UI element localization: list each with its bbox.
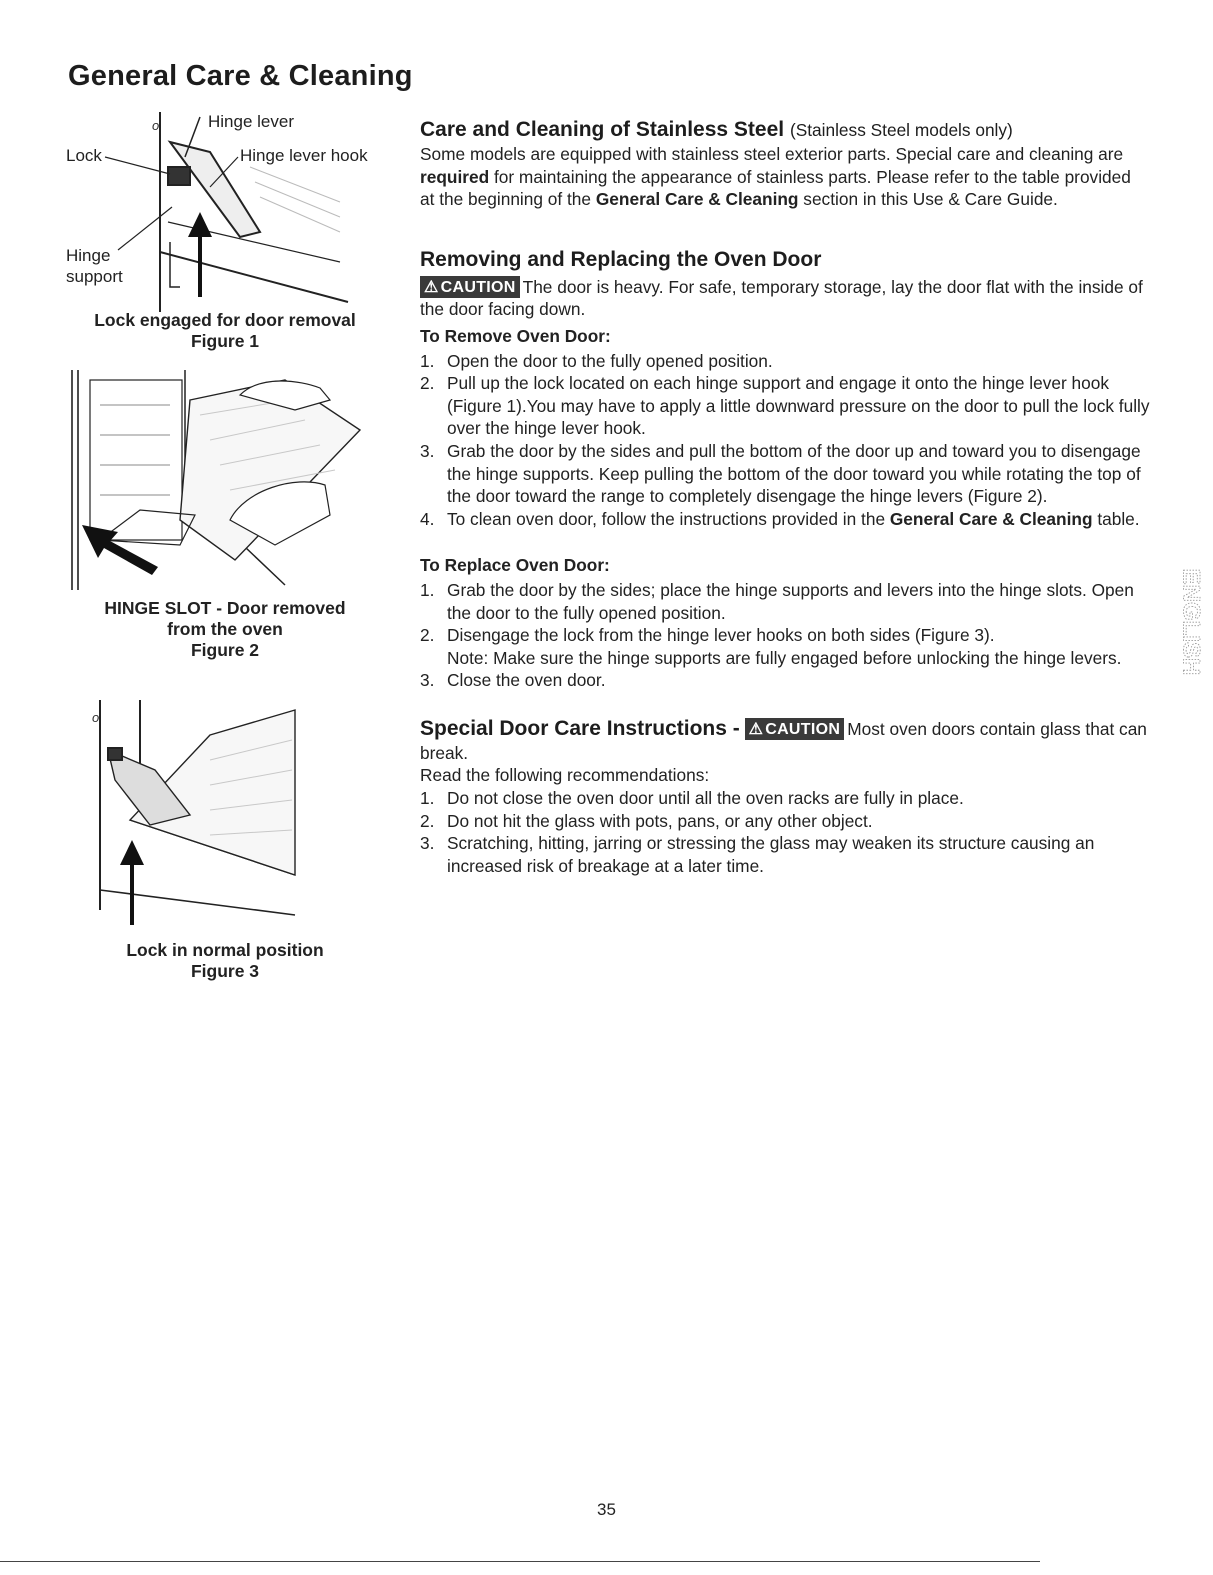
stainless-text-1: Some models are equipped with stainless steel exterior parts. Special care and cleaning are [420,144,1124,164]
list-item [420,440,1150,508]
step-number: 1. [420,579,435,600]
list-item [420,669,1150,692]
caution-badge-special [745,718,845,740]
step-number: 3. [420,833,435,854]
removing-caution-paragraph [420,276,1150,321]
step-number: 1. [420,788,435,809]
side-language-tab [1175,560,1205,685]
step-number: 2. [420,373,435,394]
stainless-text-2: for maintaining the appearance of stainless parts. Please refer to the table provided at the beginning of the [420,166,1131,210]
page-title: General Care & Cleaning [68,60,413,92]
list-item [420,372,1150,440]
figure-2 [60,370,390,670]
list-item [420,350,1150,373]
step-number: 4. [420,508,435,529]
step-text: Pull up the lock located on each hinge support and engage it onto the hinge lever hook (Figure 1).You may have to apply a little downward pressure on the door to pull the lock fully over the hinge lever hook. [447,373,1150,439]
step-note: Note: Make sure the hinge supports are fully engaged before unlocking the hinge levers. [447,647,1122,668]
caution-text: The door is heavy. For safe, temporary storage, lay the door flat with the inside of the door facing down. [420,276,1143,320]
special-intro: Most oven doors contain glass that can break. [420,718,1147,763]
step-text: Close the oven door. [447,670,606,691]
svg-text:o: o [92,710,100,725]
special-heading-line [420,716,1150,765]
special-read-line: Read the following recommendations: [420,765,710,786]
figure-2-caption: HINGE SLOT - Door removed [104,598,346,618]
step-text: Do not hit the glass with pots, pans, or any other object. [447,810,873,831]
list-item [420,810,1150,833]
hinge-support-label-2: support [66,267,123,286]
step-text: Scratching, hitting, jarring or stressing the glass may weaken its structure causing an increased risk of breakage at a later time. [447,833,1095,876]
step-text: Do not close the oven door until all the oven racks are fully in place. [447,788,964,809]
figure-2-caption-line-2: from the oven [167,619,283,639]
step-text: To clean oven door, follow the instructions provided in the [447,508,890,529]
caution-label-special: CAUTION [765,720,841,738]
hinge-lever-hook-label: Hinge lever hook [240,146,368,165]
step-number: 3. [420,670,435,691]
list-item [420,787,1150,810]
figure-3-caption: Lock in normal position [126,940,324,960]
list-item [420,624,1150,669]
stainless-steel-section [420,117,1150,211]
stainless-text-bold-1: required [420,166,490,187]
main-content [420,117,1150,877]
figure-2-number: Figure 2 [190,640,260,660]
stainless-text-3: section in this Use & Care Guide. [798,189,1058,210]
step-text: Grab the door by the sides and pull the bottom of the door up and toward you to disengage the hinge supports. Keep pulling the bottom of the door toward you while rotating the top of the door toward the range to completely disengage the hinge levers (Figure 2). [447,440,1141,507]
figure-3 [60,700,390,990]
special-heading: Special Door Care Instructions - [420,716,740,740]
step-number: 3. [420,440,435,461]
special-steps [420,787,1150,877]
removing-heading: Removing and Replacing the Oven Door [420,247,822,271]
figure-3-number: Figure 3 [190,961,260,981]
replace-door-steps [420,579,1150,692]
stainless-steel-heading: Care and Cleaning of Stainless Steel [420,118,785,141]
warning-triangle-icon: ⚠ [424,278,439,296]
step-number: 2. [420,625,435,646]
side-language-tab-text: ENGLISH [1177,568,1205,676]
stainless-text-bold-2: General Care & Cleaning [595,189,799,210]
step-text-after: table. [1092,508,1140,529]
figure-1-number: Figure 1 [190,331,260,351]
list-item [420,579,1150,624]
remove-door-title: To Remove Oven Door: [420,325,611,346]
figure-1-caption: Lock engaged for door removal [94,310,356,330]
step-text: Open the door to the fully opened position. [447,350,773,371]
svg-text:o: o [152,118,160,133]
lock-label: Lock [66,146,102,165]
list-item [420,832,1150,877]
hinge-lever-label: Hinge lever [208,112,294,131]
step-number: 1. [420,350,435,371]
removing-section [420,247,1150,692]
page-number: 35 [597,1500,616,1519]
replace-door-title: To Replace Oven Door: [420,555,610,576]
caution-badge [420,276,520,298]
special-door-care-section [420,716,1150,878]
bottom-rule [0,1561,1040,1562]
hinge-support-label-1: Hinge [66,246,111,265]
stainless-steel-paragraph [420,143,1150,211]
step-text: Grab the door by the sides; place the hinge supports and levers into the hinge slots. Open the door to the fully opened position. [447,579,1134,623]
step-text: Disengage the lock from the hinge lever hooks on both sides (Figure 3). [447,625,995,646]
remove-door-steps [420,350,1150,531]
stainless-steel-heading-note: (Stainless Steel models only) [789,120,1013,140]
warning-triangle-icon: ⚠ [748,720,764,738]
figure-1 [60,112,390,362]
caution-label: CAUTION [440,278,516,296]
step-text-bold: General Care & Cleaning [889,508,1093,529]
step-number: 2. [420,810,435,831]
list-item [420,508,1150,531]
figure-2-illustration [60,370,390,595]
figure-3-illustration [60,700,390,935]
